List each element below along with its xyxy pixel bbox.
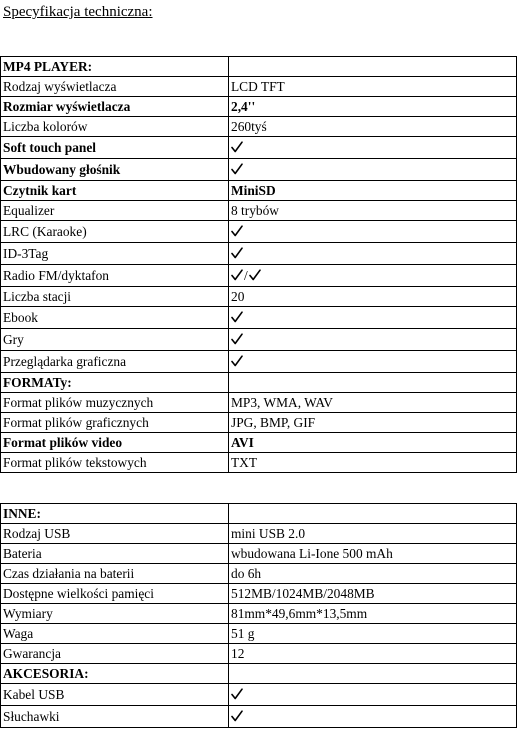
checkmark-icon bbox=[231, 311, 243, 323]
spec-value: AVI bbox=[229, 433, 517, 453]
spec-row bbox=[1, 307, 517, 329]
spec-value-check-pair bbox=[229, 265, 517, 287]
spec-label: Soft touch panel bbox=[1, 137, 229, 159]
spec-row bbox=[1, 117, 517, 137]
checkmark-icon bbox=[231, 710, 243, 722]
spec-label: Gry bbox=[1, 329, 229, 351]
spec-value: 260tyś bbox=[229, 117, 517, 137]
checkmark-icon bbox=[231, 247, 243, 259]
spec-row bbox=[1, 201, 517, 221]
spec-label: Rozmiar wyświetlacza bbox=[1, 97, 229, 117]
section-label: AKCESORIA: bbox=[1, 664, 229, 684]
spec-value: LCD TFT bbox=[229, 77, 517, 97]
spec-row bbox=[1, 413, 517, 433]
spec-value-check bbox=[229, 706, 517, 728]
spec-label: Gwarancja bbox=[1, 644, 229, 664]
spec-label: Radio FM/dyktafon bbox=[1, 265, 229, 287]
spec-row bbox=[1, 624, 517, 644]
spec-value-check bbox=[229, 684, 517, 706]
spec-row bbox=[1, 243, 517, 265]
spec-value: MP3, WMA, WAV bbox=[229, 393, 517, 413]
spec-row bbox=[1, 644, 517, 664]
separator-text: / bbox=[244, 268, 248, 283]
spec-value: 20 bbox=[229, 287, 517, 307]
section-header-row bbox=[1, 664, 517, 684]
page-title: Specyfikacja techniczna: bbox=[3, 4, 153, 20]
spec-label: Przeglądarka graficzna bbox=[1, 351, 229, 373]
spec-value-check bbox=[229, 159, 517, 181]
spec-label: Waga bbox=[1, 624, 229, 644]
spec-label: Rodzaj wyświetlacza bbox=[1, 77, 229, 97]
spec-label: Rodzaj USB bbox=[1, 524, 229, 544]
checkmark-icon bbox=[231, 225, 243, 237]
spec-value bbox=[229, 373, 517, 393]
spec-label: Format plików muzycznych bbox=[1, 393, 229, 413]
spec-value-check bbox=[229, 307, 517, 329]
spec-value: 51 g bbox=[229, 624, 517, 644]
spec-value: do 6h bbox=[229, 564, 517, 584]
spec-row bbox=[1, 524, 517, 544]
spec-value: 8 trybów bbox=[229, 201, 517, 221]
spec-label: Format plików graficznych bbox=[1, 413, 229, 433]
spec-row bbox=[1, 706, 517, 728]
checkmark-icon bbox=[231, 141, 243, 153]
spec-label: Wbudowany głośnik bbox=[1, 159, 229, 181]
spec-label: ID-3Tag bbox=[1, 243, 229, 265]
checkmark-icon bbox=[231, 355, 243, 367]
checkmark-icon bbox=[231, 333, 243, 345]
spec-row bbox=[1, 584, 517, 604]
spec-value: 512MB/1024MB/2048MB bbox=[229, 584, 517, 604]
checkmark-icon bbox=[231, 163, 243, 175]
spec-row bbox=[1, 684, 517, 706]
section-label: FORMATy: bbox=[1, 373, 229, 393]
spec-value-check bbox=[229, 329, 517, 351]
spec-row bbox=[1, 544, 517, 564]
spec-row bbox=[1, 433, 517, 453]
spec-label: Słuchawki bbox=[1, 706, 229, 728]
spec-label: Format plików video bbox=[1, 433, 229, 453]
spec-label: Liczba stacji bbox=[1, 287, 229, 307]
spec-row bbox=[1, 181, 517, 201]
spec-row bbox=[1, 221, 517, 243]
spec-value-check bbox=[229, 243, 517, 265]
spec-value bbox=[229, 504, 517, 524]
spec-value-check bbox=[229, 221, 517, 243]
spec-value: TXT bbox=[229, 453, 517, 473]
spec-row bbox=[1, 453, 517, 473]
spec-value: mini USB 2.0 bbox=[229, 524, 517, 544]
spec-label: Ebook bbox=[1, 307, 229, 329]
spec-value bbox=[229, 664, 517, 684]
section-label: INNE: bbox=[1, 504, 229, 524]
spec-row bbox=[1, 265, 517, 287]
spec-row bbox=[1, 351, 517, 373]
spec-label: Dostępne wielkości pamięci bbox=[1, 584, 229, 604]
spec-value bbox=[229, 57, 517, 77]
spec-label: Wymiary bbox=[1, 604, 229, 624]
spec-label: Czas działania na baterii bbox=[1, 564, 229, 584]
checkmark-icon bbox=[249, 269, 261, 281]
spec-value: 12 bbox=[229, 644, 517, 664]
spec-row bbox=[1, 329, 517, 351]
spec-row bbox=[1, 604, 517, 624]
section-header-row bbox=[1, 504, 517, 524]
spec-value: 2,4'' bbox=[229, 97, 517, 117]
spec-row bbox=[1, 137, 517, 159]
spec-value-check bbox=[229, 137, 517, 159]
section-header-row bbox=[1, 57, 517, 77]
spec-row bbox=[1, 393, 517, 413]
spec-label: Liczba kolorów bbox=[1, 117, 229, 137]
spec-row bbox=[1, 97, 517, 117]
spec-label: Equalizer bbox=[1, 201, 229, 221]
spec-label: Bateria bbox=[1, 544, 229, 564]
spec-label: Czytnik kart bbox=[1, 181, 229, 201]
spec-value: MiniSD bbox=[229, 181, 517, 201]
spec-row bbox=[1, 159, 517, 181]
spec-table-mp4-player bbox=[0, 56, 517, 473]
section-header-row bbox=[1, 373, 517, 393]
spec-label: Format plików tekstowych bbox=[1, 453, 229, 473]
spec-label: Kabel USB bbox=[1, 684, 229, 706]
section-label: MP4 PLAYER: bbox=[1, 57, 229, 77]
checkmark-icon bbox=[231, 269, 243, 281]
spec-row bbox=[1, 77, 517, 97]
spec-label: LRC (Karaoke) bbox=[1, 221, 229, 243]
spec-value-check bbox=[229, 351, 517, 373]
checkmark-icon bbox=[231, 688, 243, 700]
spec-row bbox=[1, 287, 517, 307]
spec-value: wbudowana Li-Ione 500 mAh bbox=[229, 544, 517, 564]
spec-table-inne bbox=[0, 503, 517, 728]
spec-row bbox=[1, 564, 517, 584]
spec-value: 81mm*49,6mm*13,5mm bbox=[229, 604, 517, 624]
spec-value: JPG, BMP, GIF bbox=[229, 413, 517, 433]
